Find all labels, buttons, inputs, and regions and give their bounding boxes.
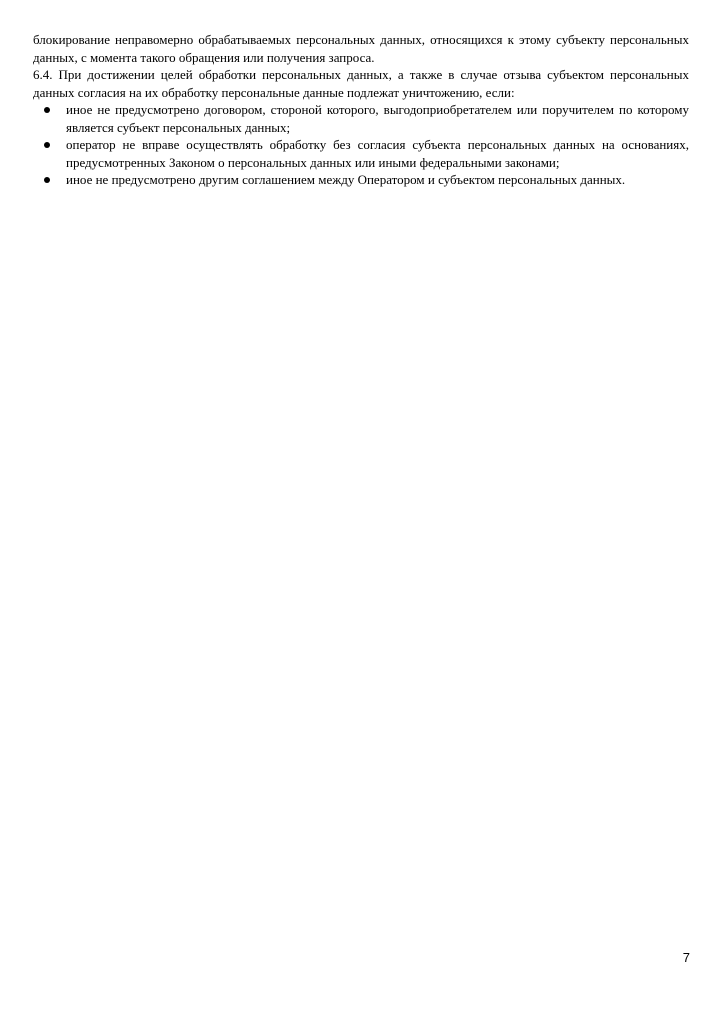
conditions-list bbox=[33, 101, 689, 189]
list-item bbox=[66, 101, 689, 136]
list-item-text: иное не предусмотрено договором, стороной которого, выгодоприобретателем или поручителем по которому является субъект персональных данных; bbox=[66, 102, 689, 135]
paragraph-continuation: блокирование неправомерно обрабатываемых персональных данных, относящихся к этому субъекту персональных данных, с момента такого обращения или получения запроса. bbox=[33, 32, 689, 65]
bullet-icon bbox=[44, 107, 50, 113]
document-body bbox=[33, 31, 689, 189]
list-item bbox=[66, 136, 689, 171]
section-6-4-paragraph: 6.4. При достижении целей обработки персональных данных, а также в случае отзыва субъектом персональных данных согласия на их обработку персональные данные подлежат уничтожению, если: bbox=[33, 67, 689, 100]
page-number: 7 bbox=[682, 950, 690, 965]
bullet-icon bbox=[44, 177, 50, 183]
bullet-icon bbox=[44, 142, 50, 148]
list-item-text: иное не предусмотрено другим соглашением между Оператором и субъектом персональных данных. bbox=[66, 172, 626, 187]
list-item bbox=[66, 171, 689, 189]
list-item-text: оператор не вправе осуществлять обработку без согласия субъекта персональных данных на основаниях, предусмотренных Законом о персональных данных или иными федеральными законами; bbox=[66, 137, 689, 170]
